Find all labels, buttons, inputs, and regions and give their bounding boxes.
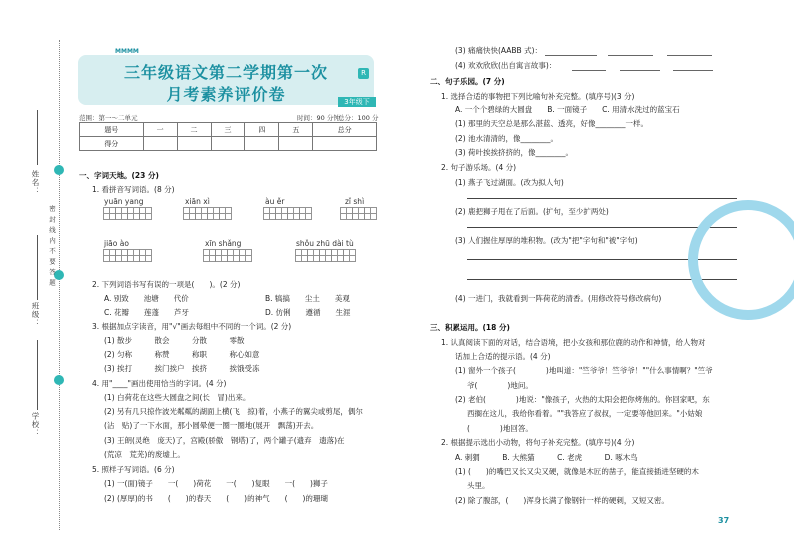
score-cell[interactable] [143,137,177,151]
question: 2. 根据提示选出小动物，将句子补充完整。(填序号)(4 分) [441,438,635,447]
question-item: (沾 贴)了一下水面，那小圆晕便一圈一圈地(展开 飘荡)开去。 [104,421,319,430]
section-heading: 一、字词天地。(23 分) [79,171,159,180]
table-cell: 三 [211,123,245,137]
question: 2. 句子游乐场。(4 分) [441,163,517,172]
binding-hole [54,375,64,385]
score-cell[interactable] [313,137,377,151]
question: 1. 看拼音写词语。(8 分) [92,185,175,194]
option: C. 花瓣 莲蓬 芦牙 [104,308,190,317]
writing-grid[interactable] [183,207,231,221]
writing-grid[interactable] [340,207,376,221]
writing-grid[interactable] [263,207,311,221]
question-item: (1) 燕子飞过湖面。(改为拟人句) [455,178,564,187]
question-item: (4) 一进门，我就看到一阵荷花的清香。(用修改符号修改病句) [455,294,662,303]
table-row [80,137,377,151]
table-row [80,123,377,137]
seal-notice: 密 封 线 内 不 要 答 题 [48,205,56,287]
question-item: (2) 匀称 称赞 称职 称心如意 [104,350,260,359]
question-item: (3) 人们握住厚厚的堆积物。(改为"把"字句和"被"字句) [455,236,638,245]
options: A. 刺猬 B. 大熊猫 C. 老虎 D. 啄木鸟 [455,453,638,462]
writing-grid[interactable] [203,249,251,263]
question-item: 西搁在这儿，我给你看着。""我答应了叔叔，一定要等他回来。"小姑娘 [467,409,703,418]
grade-badge: 3年级下 [338,97,376,107]
title-banner [78,55,374,105]
question-item: (2) 另有几只掠作波光粼粼的湖面上横(飞 掠)着，小燕子的翼尖或剪尾，偶尔 [104,407,363,416]
option: B. 犒搞 尘土 美观 [265,294,350,303]
option: D. 仿俐 遵循 生涯 [265,308,351,317]
writing-grid[interactable] [103,249,151,263]
question-item: (1) 窗外一个孩子( )地叫道："竺爷爷！竺爷爷！""什么事情啊？"竺爷 [455,366,713,375]
name-field[interactable] [37,110,38,165]
name-label: 姓名： [31,170,40,196]
score-table [79,122,377,151]
writing-grid[interactable] [103,207,151,221]
question-item: (3) 痛痛快快(AABB 式)： [455,46,543,55]
answer-line[interactable] [667,55,712,56]
question-item: (1) 一(面)镜子 一( )荷花 一( )复眼 一( )狮子 [104,479,328,488]
pinyin: shǒu zhū dài tù [296,239,354,248]
total-label: 总分：100 分 [338,114,379,122]
binding-hole [54,165,64,175]
question-item: (1) 那里的天空总是那么湛蓝、透亮，好像________一样。 [455,119,649,128]
school-field[interactable] [37,340,38,410]
table-cell: 二 [177,123,211,137]
question-item: (荒凉 荒芜)的废墟上。 [104,450,185,459]
table-cell: 总分 [313,123,377,137]
pinyin: xiān xì [185,197,210,206]
question-item: (1) ( )的嘴巴又长又尖又硬，就像是木匠的凿子，能直接插进坚硬的木 [455,467,699,476]
answer-line[interactable] [467,198,737,199]
question: 3. 根据加点字读音，用"√"画去每组中不同的一个词。(2 分) [92,322,292,331]
answer-line[interactable] [673,70,713,71]
page-number: 37 [718,516,730,525]
question: 话加上合适的提示语。(4 分) [455,352,551,361]
question-item: (2) 池水清清的，像________。 [455,134,559,143]
seal-dotted-line [59,40,60,530]
question-item: (4) 欢欢欣欣(出自寓言故事)： [455,61,557,70]
pinyin: jiāo ào [104,239,129,248]
table-cell: 四 [245,123,279,137]
question-item: (1) 白荷花在这些大圆盘之间(长 冒)出来。 [104,393,251,402]
school-label: 学校： [31,412,40,438]
class-label: 班级： [31,302,40,328]
answer-line[interactable] [572,70,606,71]
question: 5. 照样子写词语。(6 分) [92,465,175,474]
table-cell: 得分 [80,137,144,151]
question-item: (2) 除了腹部，( )浑身长满了像钢针一样的硬刺，又短又密。 [455,496,669,505]
page-title: 三年级语文第二学期第一次 [123,63,328,82]
score-cell[interactable] [211,137,245,151]
table-cell: 题号 [80,123,144,137]
section-heading: 三、积累运用。(18 分) [430,323,510,332]
score-cell[interactable] [279,137,313,151]
question: 2. 下列词语书写有误的一项是( )。(2 分) [92,280,241,289]
page-subtitle: 月考素养评价卷 [166,85,286,104]
question: 1. 认真阅读下面的对话，结合语境，把小女孩和那位鹿的动作和神情，给人物对 [441,338,706,347]
pinyin: àu ěr [265,197,285,206]
time-label: 时间：90 分钟 [297,114,340,122]
table-cell: 五 [279,123,313,137]
pinyin: yuān yang [104,197,144,206]
writing-grid[interactable] [295,249,355,263]
answer-line[interactable] [545,55,597,56]
question-item: (3) 王朗(灵绝 庞天)了，宫殿(骄傲 钢塔)了，两个罐子(遗弃 遗落)在 [104,436,345,445]
question-item: (2) 鹿把狮子甩在了后面。(扩句，至少扩两处) [455,207,609,216]
binding-margin [0,0,75,552]
question-item: (2) (厚厚)的书 ( )的春天 ( )的神气 ( )的珊瑚 [104,494,328,503]
question-item: ( )地回答。 [467,424,533,433]
question-item: (3) 挨打 挨门挨户 挨挤 挨饿受冻 [104,364,260,373]
options: A. 一个个碧绿的大圆盘 B. 一面镜子 C. 用清水洗过的蓝宝石 [455,105,680,114]
question-item: 爷( )地问。 [467,381,533,390]
class-field[interactable] [37,235,38,300]
option: A. 别致 池塘 代价 [104,294,189,303]
watermark-stamp [688,200,794,320]
table-cell: 一 [143,123,177,137]
score-cell[interactable] [245,137,279,151]
score-cell[interactable] [177,137,211,151]
scope-label: 范围：第一～二单元 [79,114,138,122]
pinyin: zǐ shì [345,197,365,206]
section-heading: 二、句子乐园。(7 分) [430,77,505,86]
answer-line[interactable] [608,55,653,56]
logo: MMMM [115,48,139,55]
question-item: (3) 荷叶挨挨挤挤的，像________。 [455,148,574,157]
pinyin: xīn shǎng [205,239,242,248]
question-item: (1) 散步 散会 分散 零散 [104,336,245,345]
question: 4. 用"____"画出使用恰当的字词。(4 分) [92,379,227,388]
question-item: 头里。 [467,481,490,490]
edition-tag: R [358,68,369,79]
answer-line[interactable] [620,70,660,71]
question-item: (2) 老伯( )地说："像孩子，火热的太阳会把你烤焦的。你回家吧，东 [455,395,710,404]
question: 1. 选择合适的事物把下列比喻句补充完整。(填序号)(3 分) [441,92,635,101]
